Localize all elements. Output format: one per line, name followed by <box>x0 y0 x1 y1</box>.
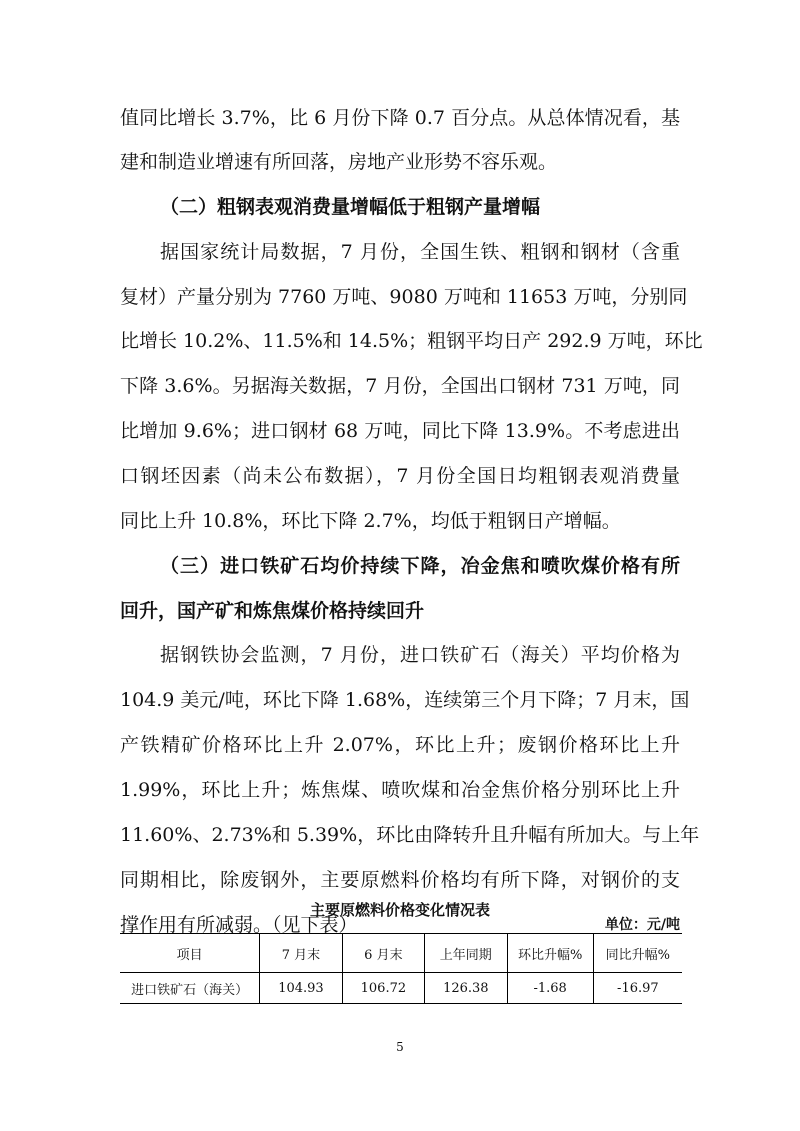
table-unit: 单位：元/吨 <box>604 917 680 933</box>
body-line: 撑作用有所减弱。（见下表） <box>120 914 358 936</box>
table-header-cell: 7 月末 <box>260 934 342 973</box>
table-header-cell: 环比升幅% <box>507 934 593 973</box>
body-line: 同比上升 10.8%，环比下降 2.7%，均低于粗钢日产增幅。 <box>120 510 621 532</box>
table-header-cell: 项目 <box>120 934 260 973</box>
body-line: 产铁精矿价格环比上升 2.07%，环比上升；废钢价格环比上升 <box>120 734 680 756</box>
body-line: 比增加 9.6%；进口钢材 68 万吨，同比下降 13.9%。不考虑进出 <box>120 420 680 442</box>
price-change-table <box>120 933 682 1004</box>
table-cell: 126.38 <box>425 973 507 1004</box>
body-line: 104.9 美元/吨，环比下降 1.68%，连续第三个月下降；7 月末，国 <box>120 689 690 711</box>
section-heading-3: （三）进口铁矿石均价持续下降，冶金焦和喷吹煤价格有所 <box>160 555 680 577</box>
body-line: 比增长 10.2%、11.5%和 14.5%；粗钢平均日产 292.9 万吨，环比 <box>120 330 703 352</box>
table-header-row <box>120 934 682 973</box>
table-header-cell: 上年同期 <box>425 934 507 973</box>
body-line: 建和制造业增速有所回落，房地产业形势不容乐观。 <box>120 151 558 173</box>
table-cell: 104.93 <box>260 973 342 1004</box>
table-header-cell: 6 月末 <box>342 934 424 973</box>
section-heading-2: （二）粗钢表观消费量增幅低于粗钢产量增幅 <box>160 196 541 218</box>
table-cell: -1.68 <box>507 973 593 1004</box>
body-line: 据国家统计局数据，7 月份，全国生铁、粗钢和钢材（含重 <box>160 241 680 263</box>
section-heading-3-cont: 回升，国产矿和炼焦煤价格持续回升 <box>120 600 425 622</box>
table-title: 主要原燃料价格变化情况表 <box>309 901 490 919</box>
body-line: 复材）产量分别为 7760 万吨、9080 万吨和 11653 万吨，分别同 <box>120 286 688 308</box>
page-number: 5 <box>396 1040 404 1054</box>
body-line: 口钢坯因素（尚未公布数据），7 月份全国日均粗钢表观消费量 <box>120 465 680 487</box>
body-line: 值同比增长 3.7%，比 6 月份下降 0.7 百分点。从总体情况看，基 <box>120 107 680 129</box>
table-cell: 进口铁矿石（海关） <box>120 973 260 1004</box>
table-header-cell: 同比升幅% <box>593 934 682 973</box>
table-cell: 106.72 <box>342 973 424 1004</box>
body-line: 同期相比，除废钢外，主要原燃料价格均有所下降，对钢价的支 <box>120 869 680 891</box>
body-line: 11.60%、2.73%和 5.39%，环比由降转升且升幅有所加大。与上年 <box>120 824 700 846</box>
table-row <box>120 973 682 1004</box>
body-line: 据钢铁协会监测，7 月份，进口铁矿石（海关）平均价格为 <box>160 644 680 666</box>
table-cell: -16.97 <box>593 973 682 1004</box>
body-line: 下降 3.6%。另据海关数据，7 月份，全国出口钢材 731 万吨，同 <box>120 375 680 397</box>
body-line: 1.99%，环比上升；炼焦煤、喷吹煤和冶金焦价格分别环比上升 <box>120 779 680 801</box>
